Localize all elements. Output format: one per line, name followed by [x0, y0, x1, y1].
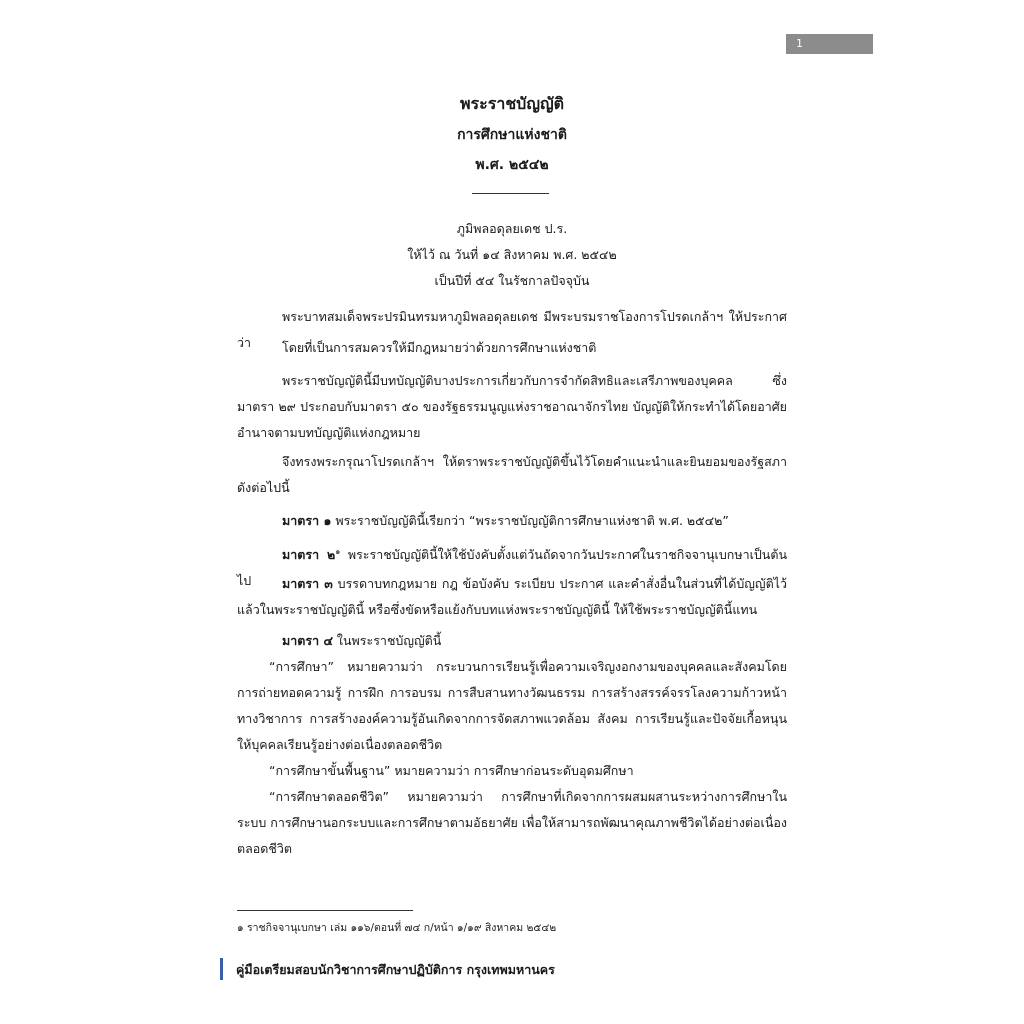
page-number: 1: [786, 34, 873, 54]
section-1: [237, 508, 787, 534]
title-divider: [472, 193, 549, 194]
preamble-paragraph-4: จึงทรงพระกรุณาโปรดเกล้าฯ ให้ตราพระราชบัญญัติขึ้นไว้โดยคำแนะนำและยินยอมของรัฐสภา ดังต่อไปนี้: [237, 454, 787, 495]
signature-reign-year: เป็นปีที่ ๕๔ ในรัชกาลปัจจุบัน: [434, 273, 590, 288]
preamble-paragraph-1: พระบาทสมเด็จพระปรมินทรมหาภูมิพลอดุลยเดช มีพระบรมราชโองการโปรดเกล้าฯ ให้ประกาศว่า: [237, 309, 787, 350]
section-2-text: พระราชบัญญัตินี้ให้ใช้บังคับตั้งแต่วันถัดจากวันประกาศในราชกิจจานุเบกษาเป็นต้นไป: [237, 547, 787, 589]
document-year: พ.ศ. ๒๕๔๒: [475, 157, 549, 173]
definition-lifelong-education: “การศึกษาตลอดชีวิต” หมายความว่า การศึกษาที่เกิดจากการผสมผสานระหว่างการศึกษาในระบบ การศึกษานอกระบบและการศึกษาตามอัธยาศัย เพื่อให้สามารถพัฒนาคุณภาพชีวิตได้อย่างต่อเนื่องตลอดชีวิต: [237, 789, 787, 856]
footer-accent-bar: [220, 958, 223, 980]
section-4: [237, 628, 787, 654]
signature-date: ให้ไว้ ณ วันที่ ๑๔ สิงหาคม พ.ศ. ๒๕๔๒: [407, 247, 617, 262]
section-3-text: บรรดาบทกฎหมาย กฎ ข้อบังคับ ระเบียบ ประกาศ และคำสั่งอื่นในส่วนที่ได้บัญญัติไว้แล้วในพระราชบัญญัตินี้ หรือซึ่งขัดหรือแย้งกับบทแห่งพระราชบัญญัตินี้ ให้ใช้พระราชบัญญัตินี้แทน: [237, 576, 787, 617]
preamble-paragraph-2: โดยที่เป็นการสมควรให้มีกฎหมายว่าด้วยการศึกษาแห่งชาติ: [282, 340, 597, 355]
footer-title: คู่มือเตรียมสอบนักวิชาการศึกษาปฏิบัติการ กรุงเทพมหานคร: [236, 962, 555, 977]
definition-education: “การศึกษา” หมายความว่า กระบวนการเรียนรู้เพื่อความเจริญงอกงามของบุคคลและสังคมโดยการถ่ายทอดความรู้ การฝึก การอบรม การสืบสานทางวัฒนธรรม การสร้างสรรค์จรรโลงความก้าวหน้าทางวิชาการ การสร้างองค์ความรู้อันเกิดจากการจัดสภาพแวดล้อม สังคม การเรียนรู้และปัจจัยเกื้อหนุนให้บุคคลเรียนรู้อย่างต่อเนื่องตลอดชีวิต: [237, 659, 787, 752]
section-4-text: ในพระราชบัญญัตินี้: [332, 633, 442, 648]
definition-basic-education: “การศึกษาขั้นพื้นฐาน” หมายความว่า การศึกษาก่อนระดับอุดมศึกษา: [269, 763, 634, 778]
section-3: [237, 571, 787, 623]
section-3-label: มาตรา ๓: [282, 576, 333, 591]
footnote-divider: [237, 910, 413, 911]
section-1-label: มาตรา ๑: [282, 513, 332, 528]
document-title: พระราชบัญญัติ: [460, 94, 564, 113]
section-4-label: มาตรา ๔: [282, 633, 333, 648]
section-1-text: พระราชบัญญัตินี้เรียกว่า “พระราชบัญญัติการศึกษาแห่งชาติ พ.ศ. ๒๕๔๒”: [331, 513, 729, 528]
footnote: ๑ ราชกิจจานุเบกษา เล่ม ๑๑๖/ตอนที่ ๗๔ ก/หน้า ๑/๑๙ สิงหาคม ๒๕๔๒: [237, 922, 557, 934]
document-subtitle: การศึกษาแห่งชาติ: [457, 127, 567, 143]
preamble-paragraph-3: พระราชบัญญัตินี้มีบทบัญญัติบางประการเกี่ยวกับการจำกัดสิทธิและเสรีภาพของบุคคล ซึ่งมาตรา ๒๙ ประกอบกับมาตรา ๕๐ ของรัฐธรรมนูญแห่งราชอาณาจักรไทย บัญญัติให้กระทำได้โดยอาศัยอำนาจตามบทบัญญัติแห่งกฎหมาย: [237, 373, 787, 440]
signature-name: ภูมิพลอดุลยเดช ป.ร.: [456, 221, 568, 236]
section-2-footnote-mark: ๑: [335, 547, 341, 556]
section-2-label: มาตรา ๒: [282, 547, 336, 563]
